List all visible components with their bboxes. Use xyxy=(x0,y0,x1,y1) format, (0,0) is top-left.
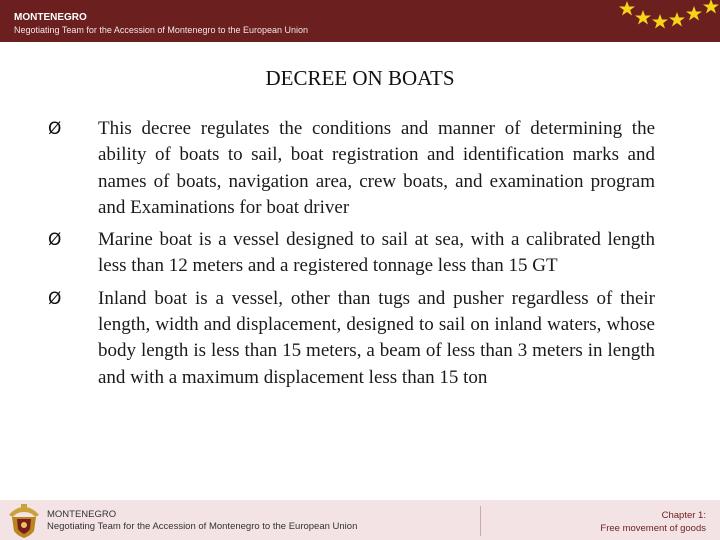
arrow-bullet-icon: Ø xyxy=(48,288,62,309)
star-icon xyxy=(652,14,668,29)
footer-divider xyxy=(480,506,481,536)
bullet-text: Inland boat is a vessel, other than tugs and pusher regardless of their length, width and displacement, designed to sail on inland waters, whose body length is less than 15 meters, a beam of less than 3 meters in length and with a maximum displacement less than 15 ton xyxy=(98,287,655,388)
footer-team: Negotiating Team for the Accession of Montenegro to the European Union xyxy=(47,521,358,532)
arrow-bullet-icon: Ø xyxy=(48,119,62,139)
list-item xyxy=(48,116,655,221)
eu-stars-icon xyxy=(600,0,720,42)
star-icon xyxy=(686,6,702,21)
chapter-number: Chapter 1: xyxy=(661,510,706,521)
footer-bar xyxy=(0,500,720,540)
bullet-list xyxy=(48,116,655,397)
star-icon xyxy=(635,10,651,25)
header-country: MONTENEGRO xyxy=(14,12,87,23)
slide-title: DECREE ON BOATS xyxy=(265,66,455,90)
arrow-bullet-icon: Ø xyxy=(48,230,62,251)
chapter-title: Free movement of goods xyxy=(600,523,706,534)
header-team: Negotiating Team for the Accession of Montenegro to the European Union xyxy=(14,25,309,35)
star-icon xyxy=(703,0,719,14)
list-item xyxy=(48,286,655,391)
star-icon xyxy=(619,1,635,16)
list-item xyxy=(48,227,655,280)
coat-of-arms-icon xyxy=(4,503,44,539)
header-bar xyxy=(0,0,720,42)
star-icon xyxy=(669,12,685,27)
bullet-text: Marine boat is a vessel designed to sail at sea, with a calibrated length less than 12 meters and a registered tonnage less than 15 GT xyxy=(98,229,655,277)
bullet-text: This decree regulates the conditions and manner of determining the ability of boats to sail, boat registration and identification marks and names of boats, navigation area, crew boats, and examination program and Examinations for boat driver xyxy=(98,118,655,218)
footer-country: MONTENEGRO xyxy=(47,509,117,520)
